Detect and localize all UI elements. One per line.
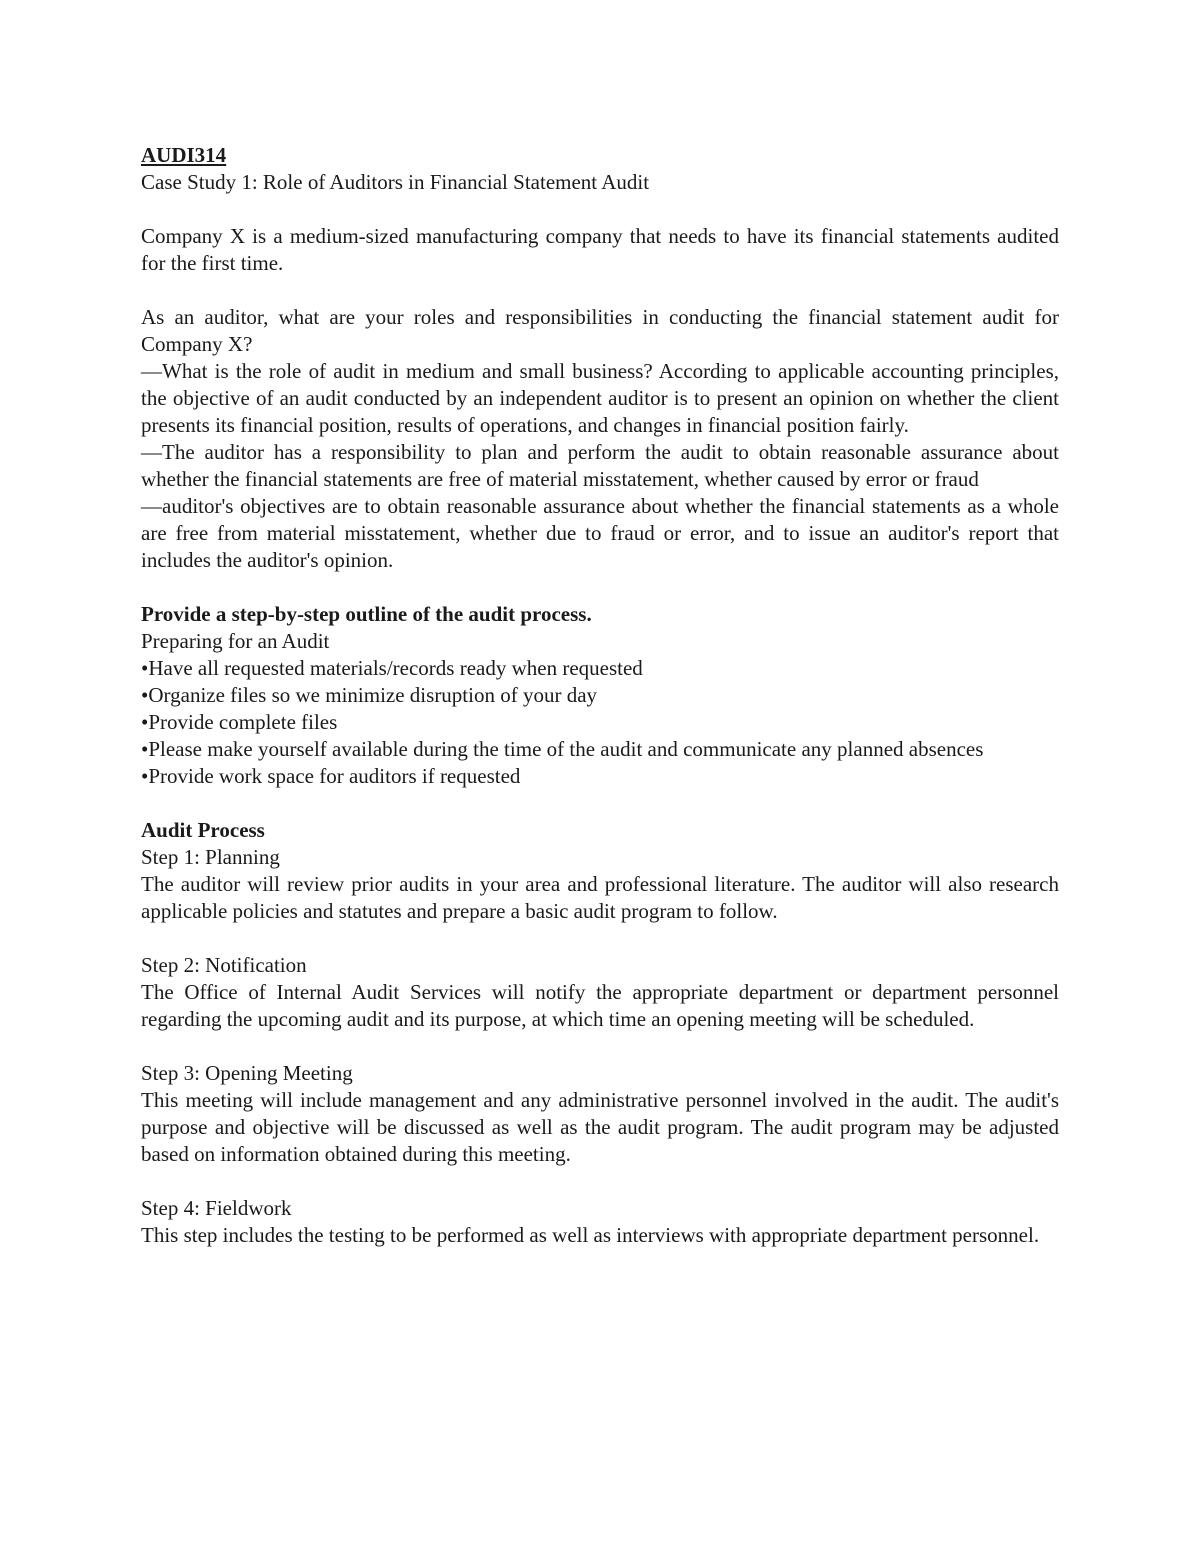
bullet-item: •Organize files so we minimize disruption of your day (141, 683, 598, 707)
spacer (141, 277, 1059, 304)
spacer (141, 574, 1059, 601)
step-body: This meeting will include management and any administrative personnel involved in the audit. The audit's purpose and objective will be discussed as well as the audit program. The audit program may be adjusted based on information obtained during this meeting. (141, 1088, 1059, 1166)
bullet-item: •Provide work space for auditors if requested (141, 764, 521, 788)
outline-heading: Provide a step-by-step outline of the audit process. (141, 602, 592, 626)
answer-paragraph: —What is the role of audit in medium and small business? According to applicable accounting principles, the objective of an audit conducted by an independent auditor is to present an opinion on whether the client presents its financial position, results of operations, and changes in financial position fairly. (141, 359, 1059, 437)
outline-subheading: Preparing for an Audit (141, 629, 330, 653)
spacer (141, 1033, 1059, 1060)
course-code: AUDI314 (141, 143, 227, 167)
bullet-item: •Have all requested materials/records ready when requested (141, 656, 643, 680)
spacer (141, 196, 1059, 223)
spacer (141, 790, 1059, 817)
spacer (141, 925, 1059, 952)
bullet-item: •Please make yourself available during the time of the audit and communicate any planned absences (141, 737, 984, 761)
spacer (141, 1168, 1059, 1195)
step-body: This step includes the testing to be performed as well as interviews with appropriate department personnel. (141, 1223, 1040, 1247)
bullet-item: •Provide complete files (141, 710, 338, 734)
step-title: Step 1: Planning (141, 845, 280, 869)
case-title: Case Study 1: Role of Auditors in Financial Statement Audit (141, 170, 650, 194)
step-body: The Office of Internal Audit Services will notify the appropriate department or department personnel regarding the upcoming audit and its purpose, at which time an opening meeting will be scheduled. (141, 980, 1059, 1031)
step-body: The auditor will review prior audits in your area and professional literature. The auditor will also research applicable policies and statutes and prepare a basic audit program to follow. (141, 872, 1059, 923)
step-title: Step 2: Notification (141, 953, 307, 977)
step-title: Step 3: Opening Meeting (141, 1061, 353, 1085)
answer-paragraph: —The auditor has a responsibility to plan and perform the audit to obtain reasonable assurance about whether the financial statements are free of material misstatement, whether caused by error or fraud (141, 440, 1059, 491)
scenario-paragraph: Company X is a medium-sized manufacturing company that needs to have its financial statements audited for the first time. (141, 224, 1059, 275)
process-heading: Audit Process (141, 818, 265, 842)
step-title: Step 4: Fieldwork (141, 1196, 292, 1220)
answer-paragraph: —auditor's objectives are to obtain reasonable assurance about whether the financial statements as a whole are free from material misstatement, whether due to fraud or error, and to issue an auditor's report that includes the auditor's opinion. (141, 494, 1059, 572)
document-page (141, 142, 1059, 1249)
question-paragraph: As an auditor, what are your roles and responsibilities in conducting the financial statement audit for Company X? (141, 305, 1059, 356)
